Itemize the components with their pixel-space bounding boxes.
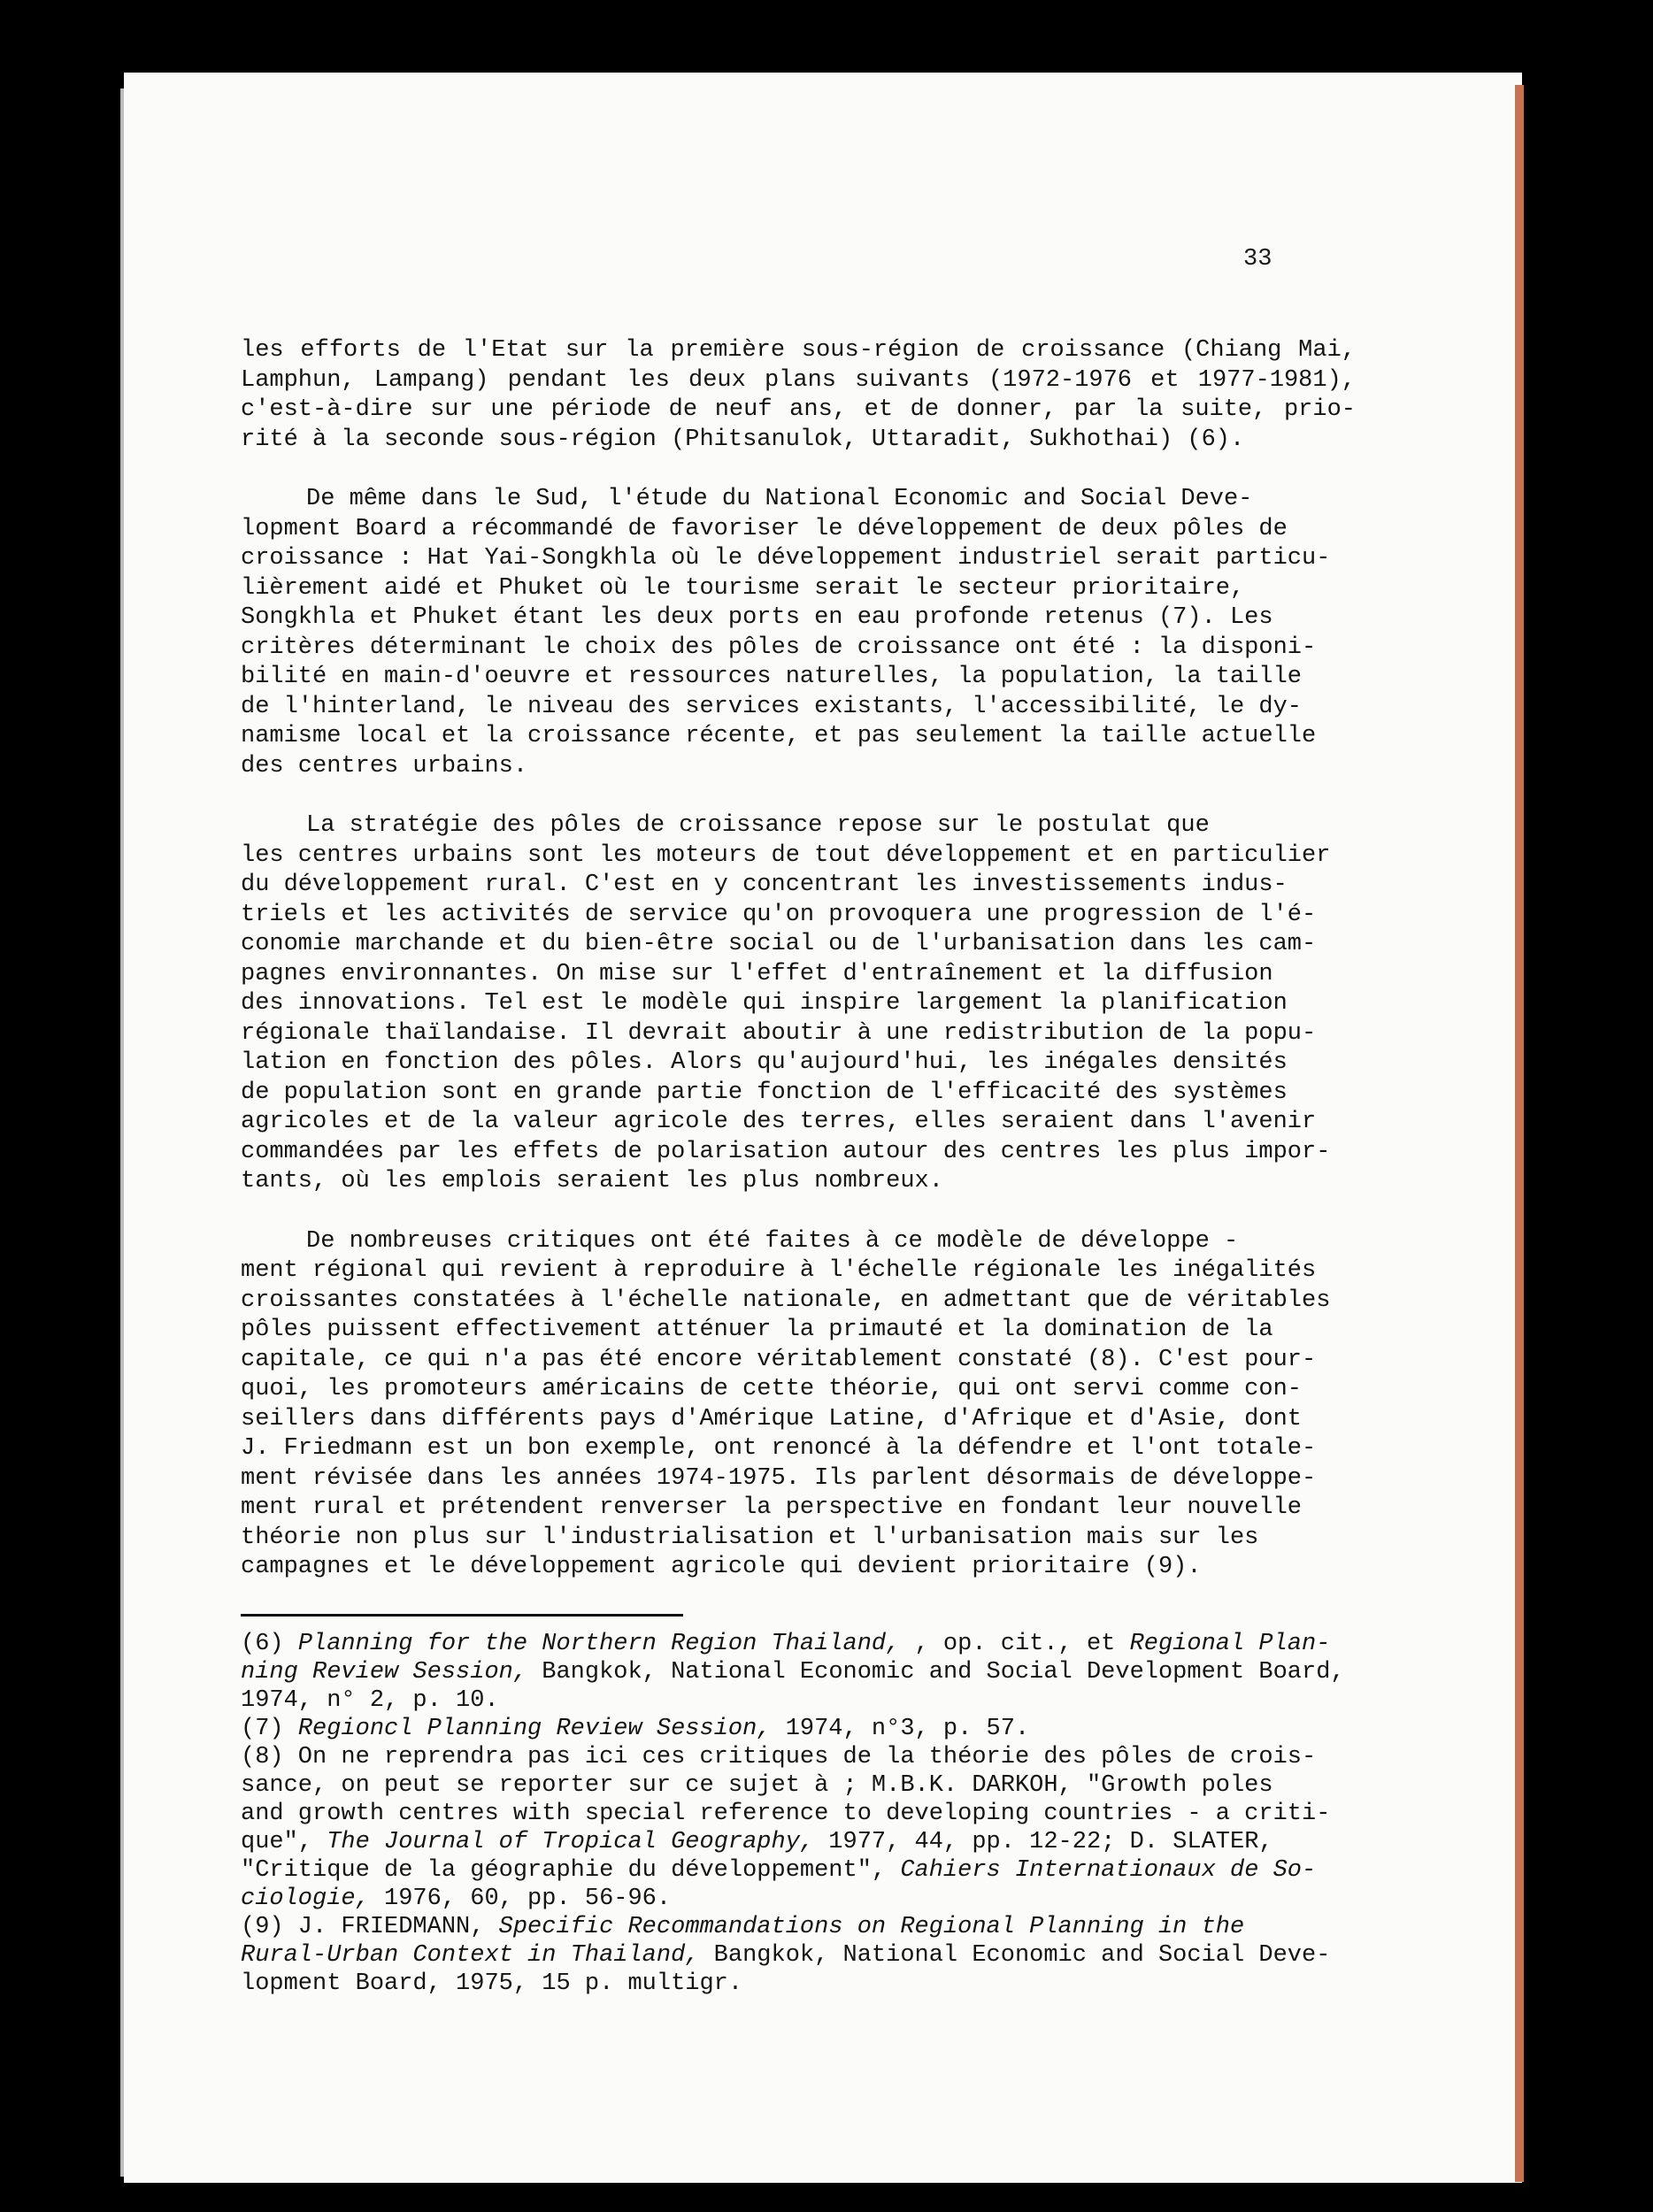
footnote-line: lopment Board, 1975, 15 p. multigr. (241, 1970, 743, 1997)
footnote-text: Bangkok, National Economic and Social Deve- (699, 1942, 1331, 1969)
footnote-divider (241, 1614, 683, 1617)
footnote-line: and growth centres with special reference to developing countries - a criti- (241, 1801, 1331, 1827)
paragraph (241, 1227, 1356, 1583)
text-line: ment régional qui revient à reproduire à l'échelle régionale les inégalités (241, 1257, 1317, 1284)
text-line: théorie non plus sur l'industrialisation et l'urbanisation mais sur les (241, 1524, 1259, 1551)
footnote-number: (9) J. FRIEDMANN, (241, 1914, 499, 1940)
text-line: seillers dans différents pays d'Amérique Latine, d'Afrique et d'Asie, dont (241, 1405, 1302, 1432)
body-text (241, 336, 1356, 1613)
text-line: namisme local et la croissance récente, et pas seulement la taille actuelle (241, 723, 1317, 749)
footnote-text: , op. cit., et (900, 1631, 1130, 1657)
text-line: Songkhla et Phuket étant les deux ports en eau profonde retenus (7). Les (241, 604, 1273, 631)
footnote-title: Specific Recommandations on Regional Planning in the (498, 1914, 1245, 1940)
footnote-title: Cahiers Internationaux de So- (900, 1857, 1317, 1884)
text-line: commandées par les effets de polarisation autour des centres les plus impor- (241, 1138, 1331, 1165)
text-line: pagnes environnantes. On mise sur l'effet d'entraînement et la diffusion (241, 960, 1273, 987)
text-line: les efforts de l'Etat sur la première sous-région de croissance (Chiang Mai, (241, 337, 1356, 364)
footnote-line (241, 1913, 1356, 1941)
text-line: pôles puissent effectivement atténuer la primauté et la domination de la (241, 1317, 1273, 1343)
footnote-title: The Journal of Tropical Geography, (327, 1829, 815, 1855)
footnote-line (241, 1885, 1356, 1913)
footnote-title: Planning for the Northern Region Thailand, (297, 1631, 901, 1657)
text-line: agricoles et de la valeur agricole des terres, elles seraient dans l'avenir (241, 1109, 1317, 1135)
text-line: les centres urbains sont les moteurs de tout développement et en particulier (241, 841, 1331, 869)
text-line: La stratégie des pôles de croissance repose sur le postulat que (306, 812, 1210, 839)
footnote-7 (241, 1715, 1356, 1743)
text-line: De nombreuses critiques ont été faites à ce modèle de développe - (306, 1227, 1239, 1255)
footnote-text: que", (241, 1829, 327, 1855)
text-line: des centres urbains. (241, 752, 528, 780)
text-line: des innovations. Tel est le modèle qui inspire largement la planification (241, 990, 1288, 1017)
footnote-line (241, 1856, 1356, 1885)
text-line: Lamphun, Lampang) pendant les deux plans suivants (1972-1976 et 1977-1981), (241, 366, 1356, 394)
footnote-6 (241, 1630, 1356, 1715)
text-line: du développement rural. C'est en y concentrant les investissements indus- (241, 872, 1288, 898)
footnote-text: Bangkok, National Economic and Social Development Board, (527, 1659, 1345, 1686)
paragraph (241, 336, 1356, 455)
text-line: croissance : Hat Yai-Songkhla où le développement industriel serait particu- (241, 545, 1331, 572)
footnote-text: 1974, n°3, p. 57. (771, 1716, 1030, 1742)
text-line: tants, où les emplois seraient les plus nombreux. (241, 1168, 943, 1194)
footnotes (241, 1630, 1356, 1998)
text-line: lièrement aidé et Phuket où le tourisme serait le secteur prioritaire, (241, 574, 1245, 602)
paragraph (241, 485, 1356, 781)
footnote-number: (6) (241, 1631, 298, 1657)
footnote-number: (7) (241, 1716, 298, 1742)
footnote-title: Rural-Urban Context in Thailand, (241, 1942, 700, 1969)
text-line: triels et les activités de service qu'on provoquera une progression de l'é- (241, 901, 1317, 928)
footnote-title: Regional Plan- (1129, 1631, 1331, 1657)
footnote-line: (8) On ne reprendra pas ici ces critiques de la théorie des pôles de crois- (241, 1744, 1317, 1770)
text-line: J. Friedmann est un bon exemple, ont renoncé à la défendre et l'ont totale- (241, 1435, 1317, 1462)
footnote-text: 1976, 60, pp. 56-96. (369, 1886, 672, 1912)
page-edge (1515, 85, 1524, 2182)
footnote-8 (241, 1743, 1356, 1913)
text-line: régionale thaïlandaise. Il devrait aboutir à une redistribution de la popu- (241, 1019, 1317, 1047)
footnote-line (241, 1715, 1356, 1743)
text-line: rité à la seconde sous-région (Phitsanulok, Uttaradit, Sukhothai) (6). (241, 426, 1245, 453)
footnote-text: "Critique de la géographie du développement", (241, 1857, 901, 1884)
footnote-line: sance, on peut se reporter sur ce sujet à ; M.B.K. DARKOH, "Growth poles (241, 1772, 1273, 1799)
footnote-title: ciologie, (241, 1886, 370, 1912)
text-line: capitale, ce qui n'a pas été encore véritablement constaté (8). C'est pour- (241, 1346, 1317, 1373)
footnote-line (241, 1658, 1356, 1686)
footnote-text: 1977, 44, pp. 12-22; D. SLATER, (814, 1829, 1273, 1855)
footnote-line (241, 1828, 1356, 1856)
footnote-line (241, 1941, 1356, 1970)
text-line: lation en fonction des pôles. Alors qu'aujourd'hui, les inégales densités (241, 1049, 1288, 1076)
footnote-9 (241, 1913, 1356, 1998)
text-line: croissantes constatées à l'échelle nationale, en admettant que de véritables (241, 1286, 1331, 1314)
text-line: bilité en main-d'oeuvre et ressources naturelles, la population, la taille (241, 664, 1302, 690)
footnote-title: Regioncl Planning Review Session, (297, 1716, 772, 1742)
text-line: c'est-à-dire sur une période de neuf ans, et de donner, par la suite, prio- (241, 396, 1356, 423)
text-line: de l'hinterland, le niveau des services existants, l'accessibilité, le dy- (241, 693, 1302, 720)
page-number: 33 (1243, 246, 1272, 273)
text-line: quoi, les promoteurs américains de cette théorie, qui ont servi comme con- (241, 1376, 1302, 1402)
text-line: lopment Board a récommandé de favoriser le développement de deux pôles de (241, 515, 1288, 542)
text-line: De même dans le Sud, l'étude du National Economic and Social Deve- (306, 486, 1253, 512)
text-line: campagnes et le développement agricole qui devient prioritaire (9). (241, 1554, 1202, 1580)
text-line: ment révisée dans les années 1974-1975. Ils parlent désormais de développe- (241, 1464, 1317, 1492)
paragraph (241, 811, 1356, 1197)
footnote-line (241, 1630, 1356, 1658)
text-line: ment rural et prétendent renverser la perspective en fondant leur nouvelle (241, 1494, 1302, 1521)
footnote-line: 1974, n° 2, p. 10. (241, 1687, 499, 1714)
text-line: de population sont en grande partie fonction de l'efficacité des systèmes (241, 1079, 1288, 1106)
footnote-title: ning Review Session, (241, 1659, 528, 1686)
text-line: critères déterminant le choix des pôles de croissance ont été : la disponi- (241, 634, 1317, 661)
text-line: conomie marchande et du bien-être social ou de l'urbanisation dans les cam- (241, 931, 1317, 957)
